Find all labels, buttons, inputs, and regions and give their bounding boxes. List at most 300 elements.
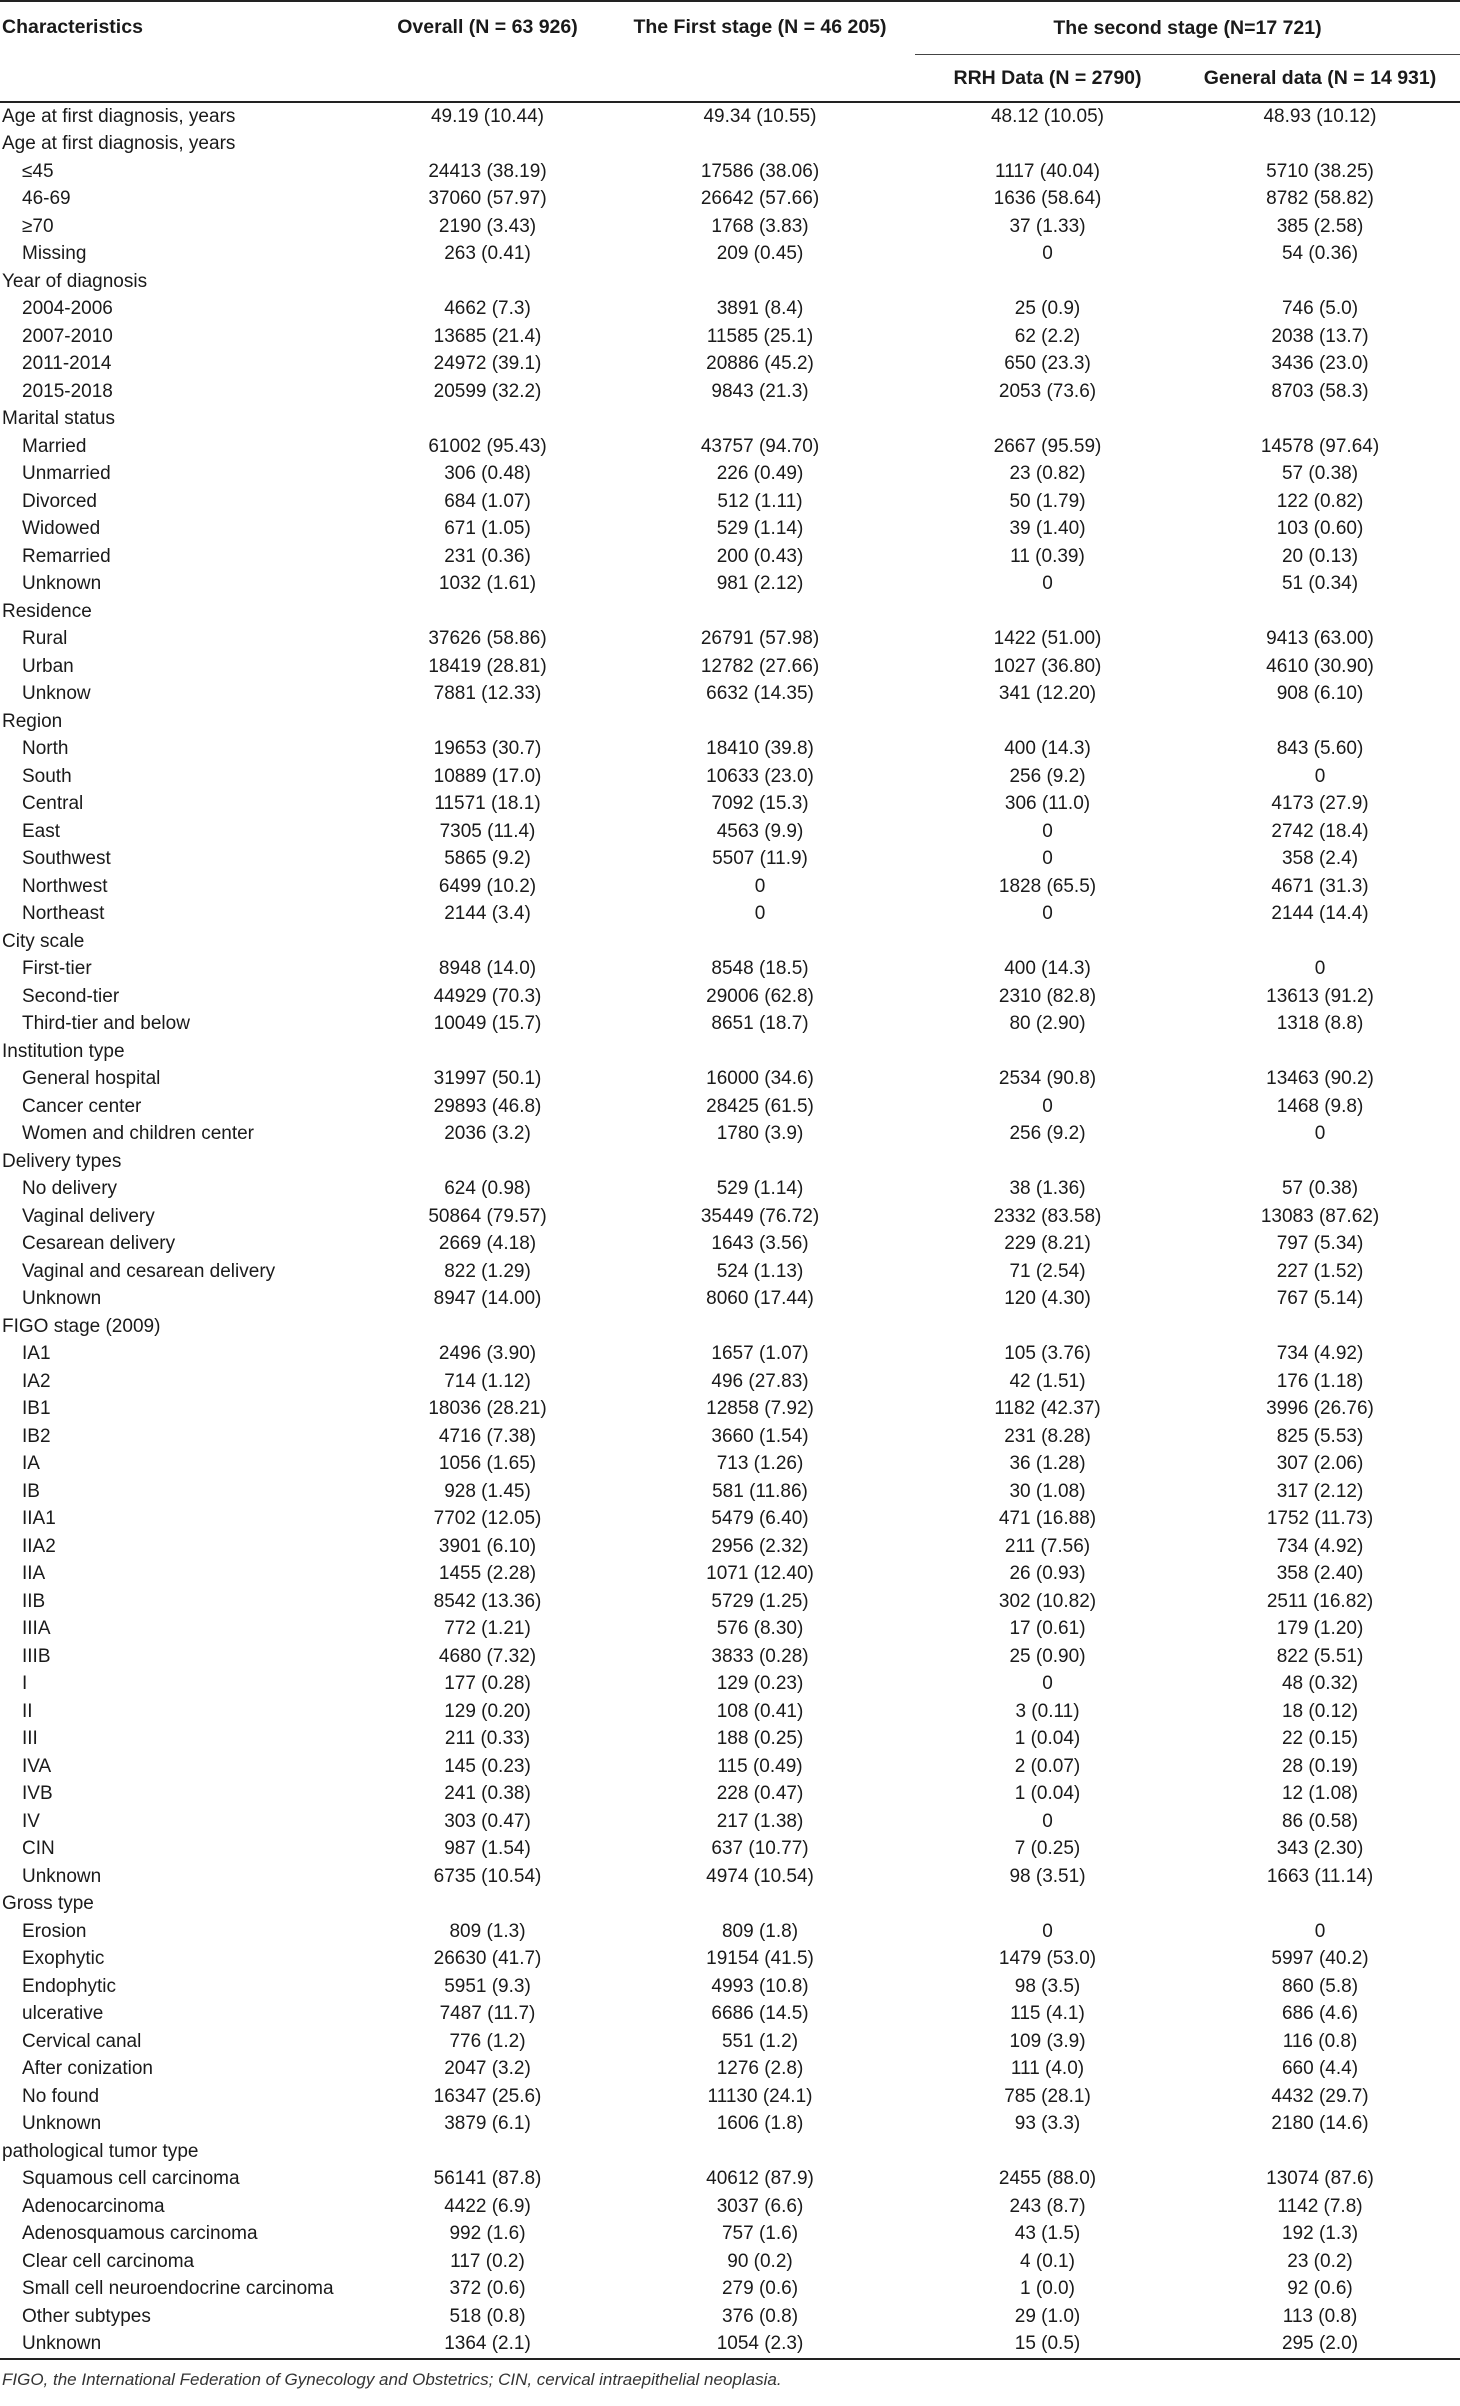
table-row [0, 1478, 1460, 1506]
general-data-cell: 660 (4.4) [1281, 2058, 1359, 2080]
general-data-cell [1180, 1038, 1460, 1066]
rrh-data-cell: 26 (0.93) [1009, 1563, 1086, 1585]
rrh-data-cell: 1 (0.04) [1014, 1728, 1081, 1750]
rrh-data-cell: 93 (3.3) [1014, 2113, 1081, 2135]
rrh-data-cell: 2053 (73.6) [998, 380, 1097, 402]
table-row [0, 2221, 1460, 2249]
first-stage-cell: 529 (1.14) [716, 518, 804, 540]
first-stage-cell: 2956 (2.32) [711, 1535, 809, 1557]
first-stage-cell: 8651 (18.7) [711, 1013, 809, 1035]
table-row [0, 1368, 1460, 1396]
rrh-data-cell [915, 1148, 1180, 1176]
overall-cell: 5951 (9.3) [444, 1975, 531, 1997]
overall-cell: 772 (1.21) [444, 1618, 531, 1640]
general-data-cell: 385 (2.58) [1276, 215, 1364, 237]
first-stage-cell [605, 406, 915, 434]
rrh-data-cell: 42 (1.51) [1009, 1370, 1086, 1392]
first-stage-cell: 512 (1.11) [717, 490, 803, 512]
rrh-data-cell: 0 [1042, 903, 1053, 925]
first-stage-cell: 29006 (62.8) [706, 985, 814, 1007]
overall-cell: 6735 (10.54) [433, 1865, 542, 1887]
general-data-cell: 734 (4.92) [1276, 1343, 1364, 1365]
overall-cell: 56141 (87.8) [433, 2168, 542, 2190]
table-row [0, 461, 1460, 489]
overall-cell: 303 (0.47) [444, 1810, 531, 1832]
rrh-data-cell: 109 (3.9) [1009, 2030, 1086, 2052]
rrh-data-cell: 39 (1.40) [1009, 518, 1086, 540]
table-row [0, 1451, 1460, 1479]
row-label: IIB [22, 1590, 46, 1612]
header-overall: Overall (N = 63 926) [370, 1, 605, 102]
table-row [0, 736, 1460, 764]
first-stage-cell: 19154 (41.5) [706, 1948, 814, 1970]
table-row [0, 158, 1460, 186]
general-data-cell: 13083 (87.62) [1260, 1205, 1380, 1227]
general-data-cell [1180, 1313, 1460, 1341]
rrh-data-cell: 1636 (58.64) [993, 188, 1102, 210]
table-row [0, 102, 1460, 131]
first-stage-cell: 7092 (15.3) [711, 793, 809, 815]
overall-cell [370, 928, 605, 956]
overall-cell: 241 (0.38) [444, 1783, 531, 1805]
rrh-data-cell [915, 708, 1180, 736]
overall-cell [370, 131, 605, 159]
overall-cell [370, 1148, 605, 1176]
row-label: 2015-2018 [22, 380, 113, 402]
overall-cell: 50864 (79.57) [428, 1205, 547, 1227]
general-data-cell: 4432 (29.7) [1271, 2085, 1369, 2107]
table-row [0, 1533, 1460, 1561]
table-row [0, 2193, 1460, 2221]
overall-cell: 4422 (6.9) [444, 2195, 531, 2217]
row-label: East [22, 820, 61, 842]
row-label: First-tier [22, 958, 92, 980]
table-row [0, 1946, 1460, 1974]
rrh-data-cell: 48.12 (10.05) [990, 105, 1105, 127]
first-stage-cell [605, 131, 915, 159]
table-row [0, 1808, 1460, 1836]
row-label: Age at first diagnosis, years [2, 105, 236, 127]
rrh-data-cell: 3 (0.11) [1015, 1700, 1080, 1722]
general-data-cell: 1663 (11.14) [1266, 1865, 1374, 1887]
overall-cell [370, 268, 605, 296]
rrh-data-cell: 341 (12.20) [998, 683, 1097, 705]
header-characteristics: Characteristics [0, 1, 370, 102]
rrh-data-cell: 111 (4.0) [1010, 2058, 1085, 2080]
row-label: III [22, 1728, 38, 1750]
overall-cell: 2144 (3.4) [444, 903, 531, 925]
first-stage-cell: 26642 (57.66) [700, 188, 820, 210]
table-row [0, 1836, 1460, 1864]
overall-cell: 231 (0.36) [444, 545, 531, 567]
rrh-data-cell: 115 (4.1) [1010, 2003, 1085, 2025]
table-row [0, 296, 1460, 324]
row-label: Northwest [22, 875, 108, 897]
table-row [0, 2056, 1460, 2084]
first-stage-cell [605, 1891, 915, 1919]
general-data-cell [1180, 268, 1460, 296]
header-rrh-data: RRH Data (N = 2790) [915, 55, 1180, 103]
rrh-data-cell: 2 (0.07) [1014, 1755, 1081, 1777]
rrh-data-cell: 231 (8.28) [1004, 1425, 1091, 1447]
rrh-data-cell: 1182 (42.37) [994, 1398, 1101, 1420]
row-label: IB2 [22, 1425, 51, 1447]
overall-cell: 44929 (70.3) [433, 985, 542, 1007]
general-data-cell: 13613 (91.2) [1266, 985, 1374, 1007]
section-header-row [0, 1148, 1460, 1176]
overall-cell: 776 (1.2) [449, 2030, 526, 2052]
rrh-data-cell: 471 (16.88) [998, 1508, 1097, 1530]
first-stage-cell: 115 (0.49) [717, 1755, 803, 1777]
rrh-data-cell: 2455 (88.0) [998, 2168, 1097, 2190]
first-stage-cell: 1768 (3.83) [711, 215, 809, 237]
first-stage-cell: 981 (2.12) [716, 573, 804, 595]
table-row [0, 626, 1460, 654]
section-header-row [0, 598, 1460, 626]
overall-cell: 1056 (1.65) [438, 1453, 537, 1475]
general-data-cell: 3436 (23.0) [1271, 353, 1369, 375]
general-data-cell: 116 (0.8) [1282, 2030, 1358, 2052]
rrh-data-cell: 302 (10.82) [998, 1590, 1097, 1612]
first-stage-cell: 11585 (25.1) [706, 325, 814, 347]
overall-cell [370, 1891, 605, 1919]
rrh-data-cell: 229 (8.21) [1004, 1233, 1091, 1255]
rrh-data-cell: 256 (9.2) [1009, 1123, 1086, 1145]
table-row [0, 1616, 1460, 1644]
overall-cell: 1032 (1.61) [438, 573, 537, 595]
row-label: Unknown [22, 573, 102, 595]
table-row [0, 1506, 1460, 1534]
first-stage-cell: 28425 (61.5) [706, 1095, 814, 1117]
overall-cell: 20599 (32.2) [433, 380, 542, 402]
rrh-data-cell: 17 (0.61) [1009, 1618, 1086, 1640]
general-data-cell: 797 (5.34) [1276, 1233, 1364, 1255]
overall-cell: 4662 (7.3) [444, 298, 531, 320]
table-row [0, 1918, 1460, 1946]
general-data-cell: 317 (2.12) [1276, 1480, 1364, 1502]
section-label: Delivery types [2, 1150, 122, 1172]
first-stage-cell: 4563 (9.9) [716, 820, 804, 842]
table-row [0, 433, 1460, 461]
first-stage-cell: 49.34 (10.55) [703, 105, 817, 127]
rrh-data-cell: 11 (0.39) [1010, 545, 1085, 567]
rrh-data-cell: 785 (28.1) [1004, 2085, 1091, 2107]
table-row [0, 956, 1460, 984]
section-label: Marital status [2, 408, 115, 430]
rrh-data-cell: 50 (1.79) [1009, 490, 1086, 512]
table-row [0, 2166, 1460, 2194]
table-row [0, 1203, 1460, 1231]
table-row [0, 1781, 1460, 1809]
overall-cell [370, 1038, 605, 1066]
first-stage-cell: 18410 (39.8) [706, 738, 814, 760]
overall-cell: 5865 (9.2) [444, 848, 531, 870]
general-data-cell: 113 (0.8) [1282, 2305, 1358, 2327]
table-row [0, 1671, 1460, 1699]
overall-cell: 19653 (30.7) [433, 738, 542, 760]
row-label: Endophytic [22, 1975, 117, 1997]
overall-cell: 1364 (2.1) [370, 2331, 605, 2360]
overall-cell: 624 (0.98) [444, 1178, 531, 1200]
row-label: IB1 [22, 1398, 51, 1420]
overall-cell: 31997 (50.1) [433, 1068, 542, 1090]
overall-cell [370, 2138, 605, 2166]
general-data-cell: 54 (0.36) [1281, 243, 1359, 265]
row-label: 2007-2010 [22, 325, 113, 347]
first-stage-cell: 3660 (1.54) [711, 1425, 809, 1447]
general-data-cell [1180, 131, 1460, 159]
table-row [0, 901, 1460, 929]
section-header-row [0, 1038, 1460, 1066]
row-label: No delivery [22, 1178, 118, 1200]
rrh-data-cell: 4 (0.1) [1020, 2250, 1075, 2272]
general-data-cell: 86 (0.58) [1281, 1810, 1359, 1832]
first-stage-cell [605, 928, 915, 956]
first-stage-cell: 9843 (21.3) [711, 380, 809, 402]
general-data-cell: 908 (6.10) [1276, 683, 1364, 705]
overall-cell: 263 (0.41) [444, 243, 531, 265]
overall-cell [370, 1313, 605, 1341]
table-row [0, 2303, 1460, 2331]
general-data-cell: 822 (5.51) [1276, 1645, 1364, 1667]
table-row [0, 2083, 1460, 2111]
rrh-data-cell: 1828 (65.5) [998, 875, 1097, 897]
general-data-cell: 5997 (40.2) [1271, 1948, 1369, 1970]
rrh-data-cell [915, 131, 1180, 159]
overall-cell: 49.19 (10.44) [430, 105, 545, 127]
first-stage-cell: 108 (0.41) [716, 1700, 804, 1722]
general-data-cell: 307 (2.06) [1276, 1453, 1364, 1475]
table-row [0, 1231, 1460, 1259]
first-stage-cell: 5729 (1.25) [711, 1590, 809, 1612]
header-second-stage: The second stage (N=17 721) [915, 1, 1460, 55]
row-label: Clear cell carcinoma [22, 2250, 195, 2272]
first-stage-cell [605, 598, 915, 626]
section-header-row [0, 131, 1460, 159]
general-data-cell: 295 (2.0) [1180, 2331, 1460, 2360]
overall-cell: 7881 (12.33) [433, 683, 542, 705]
row-label: IVB [22, 1783, 53, 1805]
first-stage-cell: 228 (0.47) [716, 1783, 804, 1805]
first-stage-cell: 12782 (27.66) [700, 655, 820, 677]
rrh-data-cell [915, 2138, 1180, 2166]
rrh-data-cell: 0 [1042, 243, 1053, 265]
first-stage-cell: 1657 (1.07) [711, 1343, 809, 1365]
overall-cell: 10049 (15.7) [433, 1013, 542, 1035]
row-label: Women and children center [22, 1123, 254, 1145]
general-data-cell: 192 (1.3) [1281, 2223, 1359, 2245]
table-row [0, 681, 1460, 709]
table-row [0, 1561, 1460, 1589]
table-row [0, 763, 1460, 791]
overall-cell [370, 598, 605, 626]
rrh-data-cell: 0 [1042, 848, 1053, 870]
row-label: Central [22, 793, 84, 815]
row-label: 46-69 [22, 188, 71, 210]
table-row [0, 2001, 1460, 2029]
row-label: Southwest [22, 848, 111, 870]
row-label: ≤45 [22, 160, 54, 182]
general-data-cell: 2742 (18.4) [1271, 820, 1369, 842]
table-row [0, 1093, 1460, 1121]
row-label: Northeast [22, 903, 105, 925]
table-row [0, 1121, 1460, 1149]
section-header-row [0, 2138, 1460, 2166]
table-row [0, 1423, 1460, 1451]
rrh-data-cell: 71 (2.54) [1009, 1260, 1086, 1282]
row-label: Married [22, 435, 87, 457]
general-data-cell: 1752 (11.73) [1266, 1508, 1374, 1530]
rrh-data-cell: 211 (7.56) [1004, 1535, 1091, 1557]
first-stage-cell: 217 (1.38) [716, 1810, 804, 1832]
general-data-cell: 179 (1.20) [1276, 1618, 1364, 1640]
first-stage-cell: 200 (0.43) [716, 545, 804, 567]
overall-cell: 8542 (13.36) [433, 1590, 542, 1612]
overall-cell: 26630 (41.7) [433, 1948, 542, 1970]
overall-cell: 24413 (38.19) [428, 160, 547, 182]
general-data-cell [1180, 406, 1460, 434]
general-data-cell: 2180 (14.6) [1271, 2113, 1369, 2135]
first-stage-cell: 1780 (3.9) [716, 1123, 804, 1145]
general-data-cell: 767 (5.14) [1276, 1288, 1364, 1310]
general-data-cell: 3996 (26.76) [1266, 1398, 1374, 1420]
row-label: North [22, 738, 69, 760]
rrh-data-cell: 243 (8.7) [1009, 2195, 1086, 2217]
first-stage-cell: 8548 (18.5) [711, 958, 809, 980]
row-label: Adenocarcinoma [22, 2195, 165, 2217]
row-label: Small cell neuroendocrine carcinoma [22, 2278, 334, 2300]
rrh-data-cell: 1 (0.04) [1014, 1783, 1081, 1805]
row-label: Third-tier and below [22, 1013, 190, 1035]
first-stage-cell: 129 (0.23) [716, 1673, 804, 1695]
rrh-data-cell: 2534 (90.8) [998, 1068, 1097, 1090]
first-stage-cell: 0 [754, 875, 766, 897]
general-data-cell: 23 (0.2) [1287, 2250, 1353, 2272]
general-data-cell: 686 (4.6) [1281, 2003, 1359, 2025]
rrh-data-cell: 30 (1.08) [1009, 1480, 1086, 1502]
general-data-cell: 0 [1314, 1920, 1326, 1942]
rrh-data-cell: 1027 (36.80) [993, 655, 1102, 677]
general-data-cell: 103 (0.60) [1276, 518, 1364, 540]
overall-cell: 4680 (7.32) [438, 1645, 537, 1667]
general-data-cell: 12 (1.08) [1281, 1783, 1359, 1805]
general-data-cell: 1468 (9.8) [1276, 1095, 1364, 1117]
first-stage-cell: 757 (1.6) [721, 2223, 799, 2245]
general-data-cell: 860 (5.8) [1281, 1975, 1359, 1997]
first-stage-cell: 809 (1.8) [721, 1920, 799, 1942]
row-label: Adenosquamous carcinoma [22, 2223, 258, 2245]
rrh-data-cell: 2332 (83.58) [993, 1205, 1102, 1227]
rrh-data-cell: 29 (1.0) [1014, 2305, 1081, 2327]
table-row [0, 846, 1460, 874]
row-label: Widowed [22, 518, 101, 540]
table-row [0, 1396, 1460, 1424]
overall-cell [370, 708, 605, 736]
row-label: IVA [22, 1755, 52, 1777]
row-label: Urban [22, 655, 74, 677]
general-data-cell: 9413 (63.00) [1266, 628, 1374, 650]
row-label: Unmarried [22, 463, 111, 485]
table-row [0, 1973, 1460, 2001]
first-stage-cell: 35449 (76.72) [700, 1205, 820, 1227]
row-label: Second-tier [22, 985, 120, 1007]
rrh-data-cell [915, 598, 1180, 626]
section-header-row [0, 268, 1460, 296]
row-label: IA1 [22, 1343, 51, 1365]
general-data-cell: 13074 (87.6) [1266, 2168, 1374, 2190]
general-data-cell: 2511 (16.82) [1266, 1590, 1374, 1612]
row-label: Exophytic [22, 1948, 105, 1970]
first-stage-cell: 1276 (2.8) [716, 2058, 804, 2080]
overall-cell: 3879 (6.1) [444, 2113, 531, 2135]
row-label: South [22, 765, 72, 787]
general-data-cell: 358 (2.4) [1281, 848, 1359, 870]
rrh-data-cell [915, 406, 1180, 434]
first-stage-cell: 576 (8.30) [716, 1618, 804, 1640]
table-row [0, 1286, 1460, 1314]
overall-cell: 2036 (3.2) [444, 1123, 531, 1145]
table-row [0, 378, 1460, 406]
first-stage-cell: 529 (1.14) [716, 1178, 804, 1200]
table-row [0, 1258, 1460, 1286]
rrh-data-cell: 37 (1.33) [1009, 215, 1086, 237]
table-row [0, 488, 1460, 516]
overall-cell: 37626 (58.86) [428, 628, 547, 650]
table-row [0, 2276, 1460, 2304]
first-stage-cell [605, 1313, 915, 1341]
first-stage-cell: 4993 (10.8) [711, 1975, 809, 1997]
row-label: Other subtypes [22, 2305, 151, 2327]
first-stage-cell [605, 1148, 915, 1176]
section-label: Year of diagnosis [2, 270, 148, 292]
overall-cell: 2047 (3.2) [444, 2058, 531, 2080]
general-data-cell: 20 (0.13) [1281, 545, 1359, 567]
row-label: II [22, 1700, 33, 1722]
row-label: Erosion [22, 1920, 87, 1942]
row-label: Unknown [22, 1865, 102, 1887]
rrh-data-cell: 0 [1042, 1673, 1053, 1695]
overall-cell: 2190 (3.43) [438, 215, 537, 237]
general-data-cell: 8782 (58.82) [1266, 188, 1374, 210]
first-stage-cell: 279 (0.6) [721, 2278, 799, 2300]
row-label: CIN [22, 1838, 55, 1860]
overall-cell: 928 (1.45) [444, 1480, 531, 1502]
first-stage-cell: 188 (0.25) [716, 1728, 804, 1750]
first-stage-cell: 209 (0.45) [716, 243, 804, 265]
first-stage-cell: 4974 (10.54) [706, 1865, 814, 1887]
rrh-data-cell: 1422 (51.00) [993, 628, 1102, 650]
row-label: Cervical canal [22, 2030, 142, 2052]
rrh-data-cell: 25 (0.90) [1009, 1645, 1086, 1667]
overall-cell: 37060 (57.97) [428, 188, 547, 210]
table-row [0, 2331, 1460, 2360]
row-label: 2011-2014 [22, 353, 112, 375]
general-data-cell [1180, 1891, 1460, 1919]
table-row [0, 571, 1460, 599]
rrh-data-cell: 98 (3.5) [1014, 1975, 1081, 1997]
general-data-cell: 51 (0.34) [1281, 573, 1359, 595]
row-label: IIA1 [22, 1508, 56, 1530]
rrh-data-cell: 80 (2.90) [1009, 1013, 1086, 1035]
general-data-cell [1180, 928, 1460, 956]
first-stage-cell: 90 (0.2) [727, 2250, 793, 2272]
section-label: pathological tumor type [2, 2140, 199, 2162]
table-row [0, 873, 1460, 901]
overall-cell: 684 (1.07) [444, 490, 531, 512]
general-data-cell: 28 (0.19) [1281, 1755, 1359, 1777]
rrh-data-cell [915, 1038, 1180, 1066]
table-row [0, 1698, 1460, 1726]
